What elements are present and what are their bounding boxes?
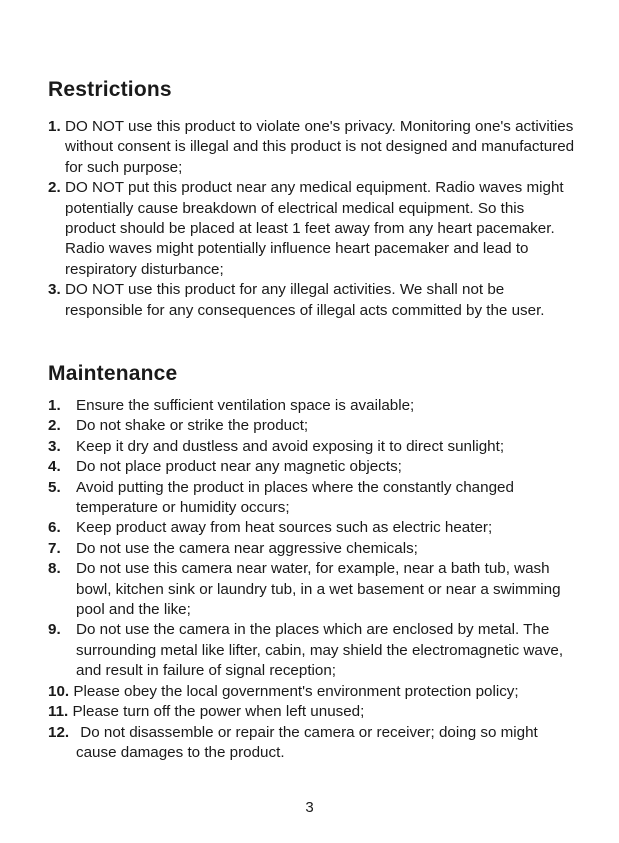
list-item-text: Keep it dry and dustless and avoid exposing it to direct sunlight; (76, 437, 505, 455)
list-item-number: 11. (48, 703, 73, 721)
list-item-number: 1. (48, 397, 61, 414)
list-item-text: Please obey the local government's environment protection policy; (73, 682, 519, 700)
list-item-number: 5. (48, 478, 61, 496)
list-item-text: DO NOT use this product to violate one's privacy. Monitoring one's activities without consent is illegal and this product is not designed and manufactured for such purpose; (65, 118, 575, 176)
list-item (48, 682, 578, 702)
maintenance-list (48, 396, 578, 763)
list-item-text: Do not use the camera in the places which are enclosed by metal. The surrounding metal like lifter, cabin, may shield the electromagnetic wave, and result in failure of signal reception; (76, 621, 564, 680)
list-item-text: Do not disassemble or repair the camera or receiver; doing so might cause damages to the product. (76, 723, 538, 761)
list-item-number: 4. (48, 458, 61, 476)
maintenance-heading: Maintenance (48, 362, 178, 385)
list-item (48, 457, 578, 477)
list-item (48, 117, 578, 178)
page-number: 3 (305, 799, 314, 816)
list-item (48, 478, 578, 519)
list-item-text: Avoid putting the product in places where the constantly changed temperature or humidity occurs; (76, 478, 514, 517)
restrictions-list (48, 117, 578, 321)
list-item-number: 8. (48, 560, 61, 578)
list-item (48, 437, 578, 457)
list-item-number: 6. (48, 519, 61, 537)
list-item (48, 723, 578, 764)
list-item (48, 416, 578, 436)
list-item-number: 9. (48, 621, 61, 639)
list-item-number: 1. (48, 118, 61, 135)
list-item-text: Do not place product near any magnetic objects; (76, 458, 402, 476)
list-item-text: Do not shake or strike the product; (76, 417, 309, 435)
list-item-text: Do not use the camera near aggressive chemicals; (76, 539, 418, 557)
list-item-text: Ensure the sufficient ventilation space is available; (76, 397, 415, 414)
list-item (48, 518, 578, 538)
list-item-number: 2. (48, 179, 61, 197)
list-item-number: 12. (48, 723, 70, 741)
list-item (48, 559, 578, 620)
list-item-text: DO NOT use this product for any illegal activities. We shall not be responsible for any consequences of illegal acts committed by the user. (65, 281, 545, 319)
list-item-text: Please turn off the power when left unused; (72, 703, 365, 721)
list-item-number: 3. (48, 281, 61, 299)
list-item (48, 396, 578, 416)
list-item (48, 178, 578, 280)
restrictions-heading: Restrictions (48, 78, 172, 101)
list-item (48, 539, 578, 559)
list-item (48, 702, 578, 722)
list-item-text: Do not use this camera near water, for example, near a bath tub, wash bowl, kitchen sink or laundry tub, in a wet basement or near a swimming pool and the like; (76, 560, 561, 619)
list-item-number: 10. (48, 682, 74, 700)
list-item-text: Keep product away from heat sources such as electric heater; (76, 519, 493, 537)
list-item-number: 7. (48, 539, 61, 557)
list-item (48, 280, 578, 321)
list-item (48, 620, 578, 681)
list-item-text: DO NOT put this product near any medical equipment. Radio waves might potentially cause breakdown of electrical medical equipment. So this product should be placed at least 1 feet away from any heart pacemaker. Radio waves might potentially influence heart pacemaker and lead to respiratory disturbance; (65, 179, 564, 278)
list-item-number: 2. (48, 417, 61, 435)
list-item-number: 3. (48, 437, 61, 455)
